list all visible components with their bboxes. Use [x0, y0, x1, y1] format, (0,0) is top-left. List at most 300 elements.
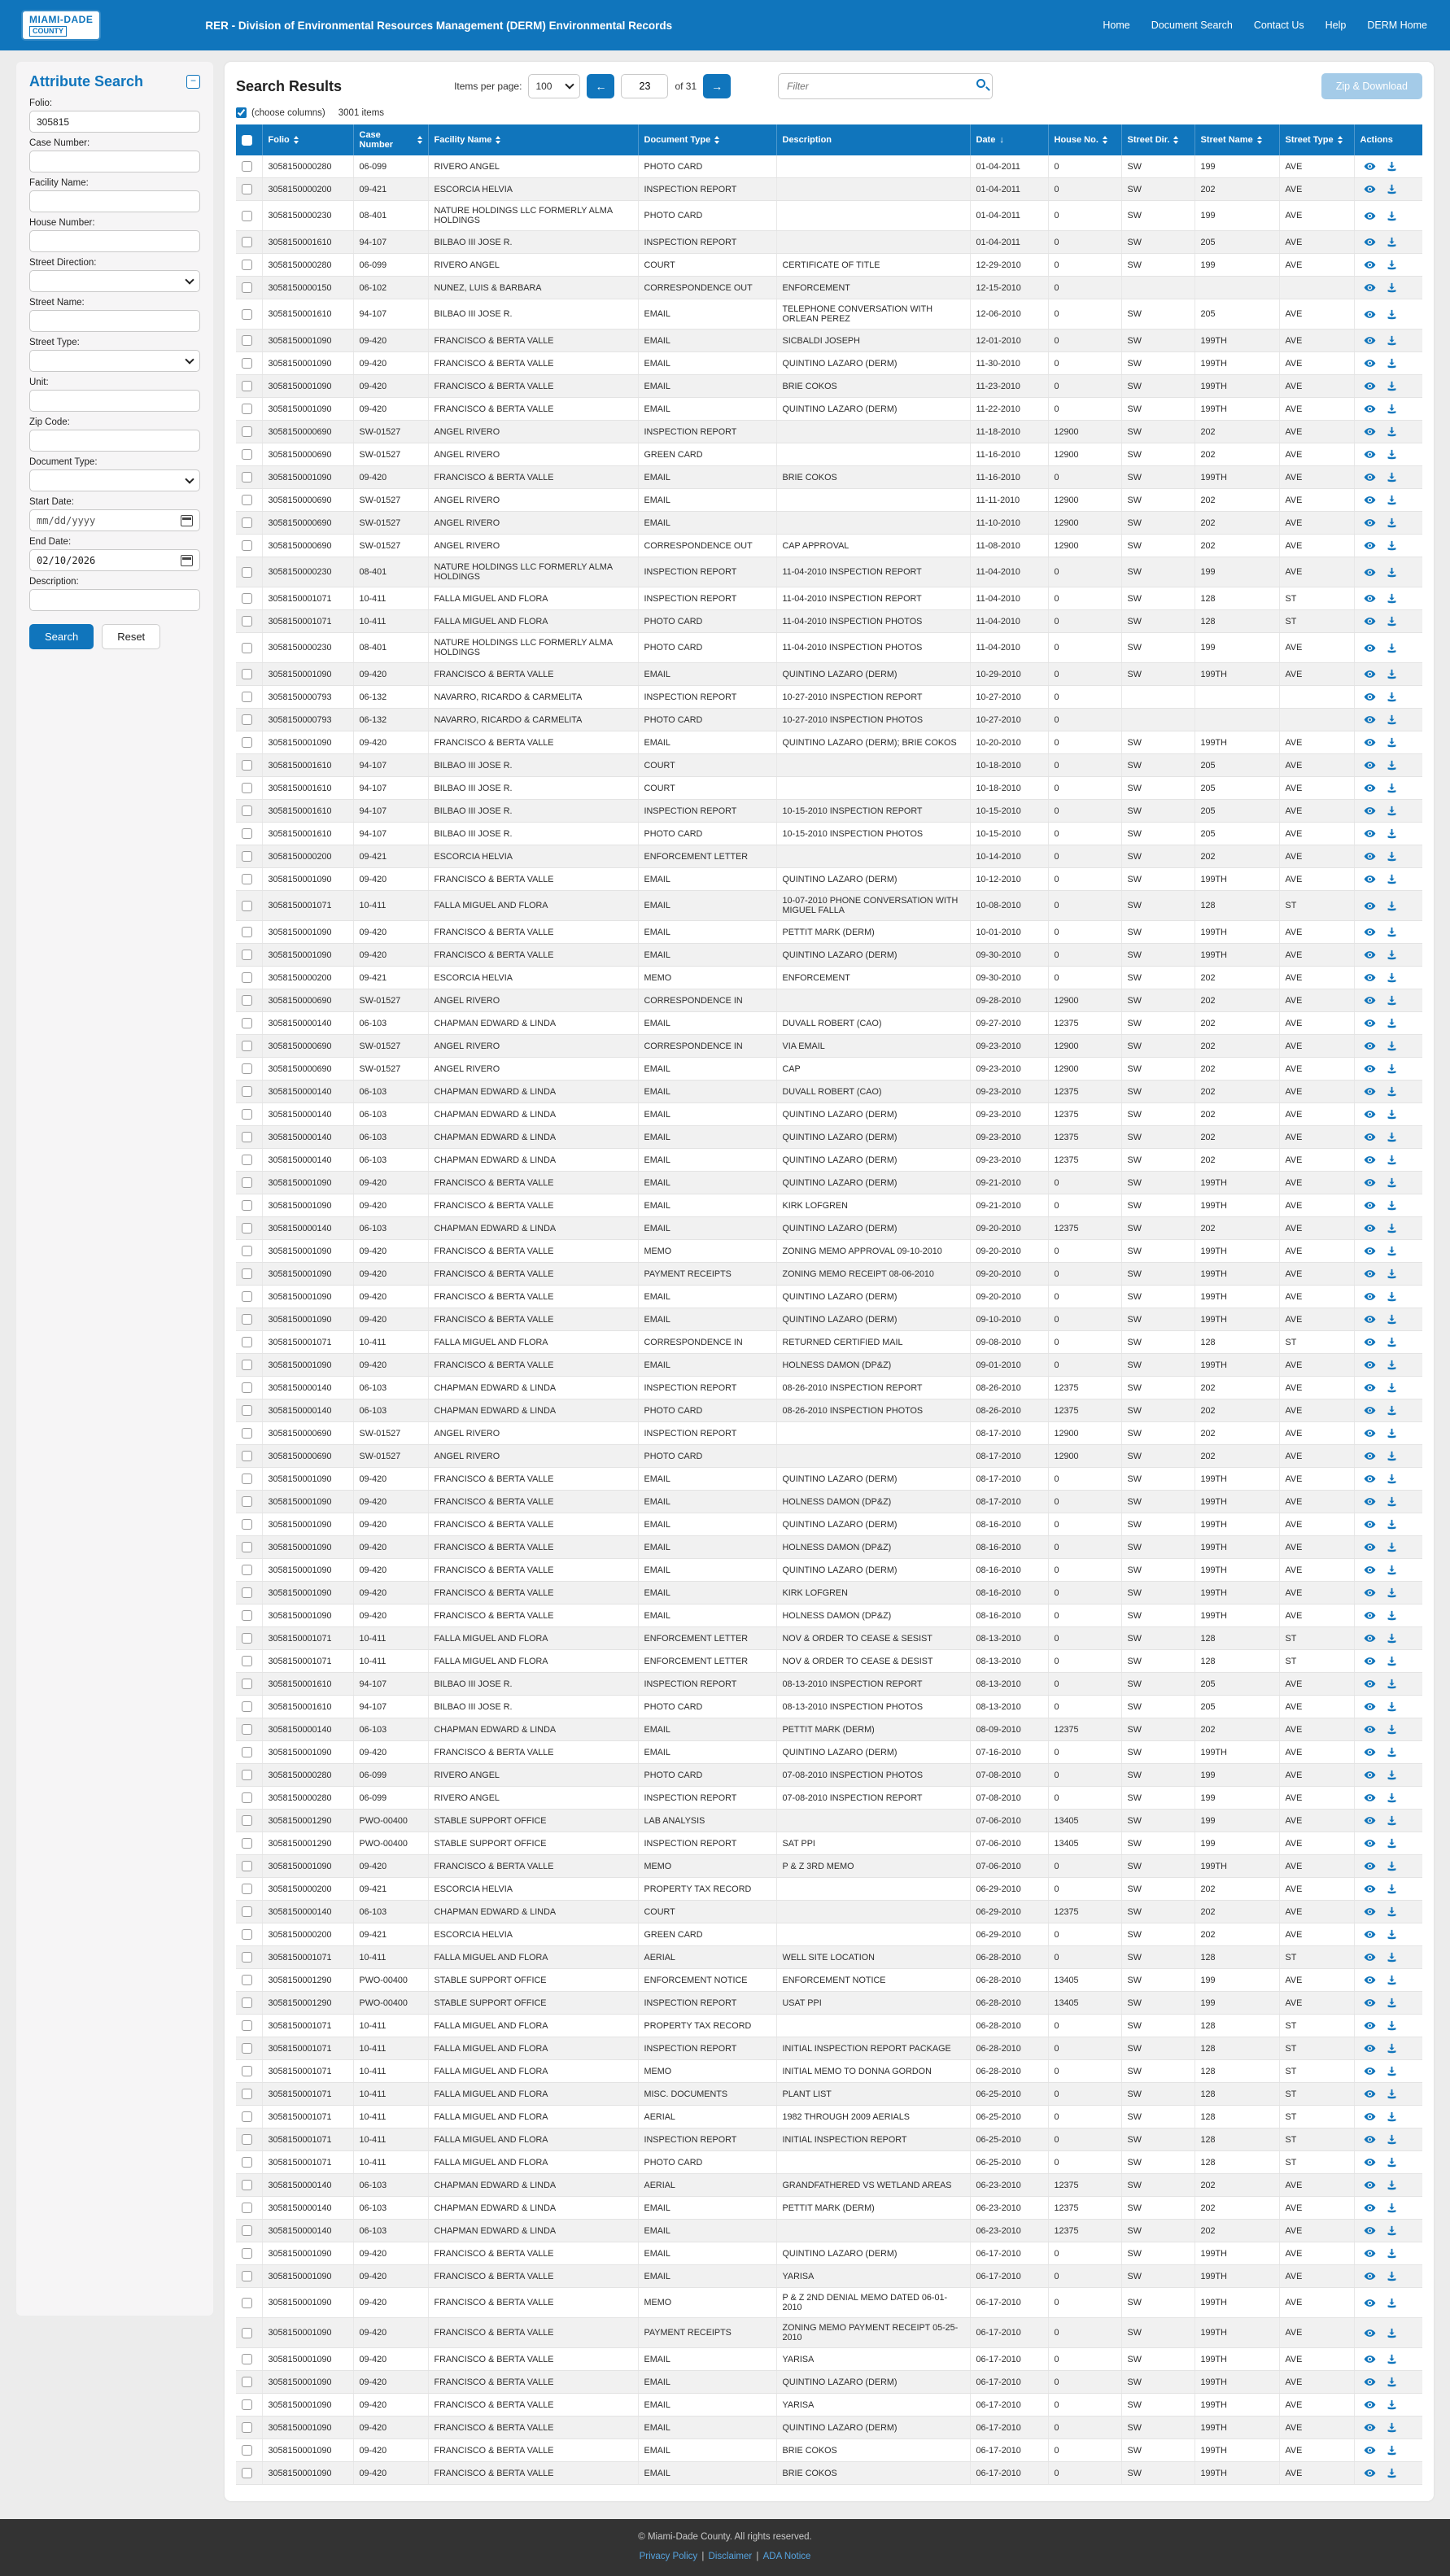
view-document-button[interactable]	[1364, 668, 1376, 680]
download-document-button[interactable]	[1386, 805, 1398, 817]
row-checkbox[interactable]	[242, 1246, 252, 1256]
street-name-input[interactable]	[29, 310, 200, 332]
view-document-button[interactable]	[1364, 1860, 1376, 1872]
download-document-button[interactable]	[1386, 2156, 1398, 2168]
collapse-panel-icon[interactable]: −	[186, 75, 200, 89]
row-checkbox[interactable]	[242, 1792, 252, 1803]
view-document-button[interactable]	[1364, 2088, 1376, 2100]
download-document-button[interactable]	[1386, 1906, 1398, 1918]
street-type-select[interactable]	[29, 350, 200, 372]
row-checkbox[interactable]	[242, 927, 252, 937]
row-checkbox[interactable]	[242, 1610, 252, 1621]
view-document-button[interactable]	[1364, 691, 1376, 703]
row-checkbox[interactable]	[242, 692, 252, 702]
row-checkbox[interactable]	[242, 995, 252, 1006]
download-document-button[interactable]	[1386, 1085, 1398, 1098]
view-document-button[interactable]	[1364, 827, 1376, 840]
download-document-button[interactable]	[1386, 1336, 1398, 1348]
view-document-button[interactable]	[1364, 900, 1376, 912]
view-document-button[interactable]	[1364, 2111, 1376, 2123]
view-document-button[interactable]	[1364, 1837, 1376, 1849]
row-checkbox[interactable]	[242, 1542, 252, 1552]
row-checkbox[interactable]	[242, 1200, 252, 1211]
privacy-policy-link[interactable]: Privacy Policy	[639, 2552, 698, 2561]
row-checkbox[interactable]	[242, 1018, 252, 1028]
nav-document-search[interactable]: Document Search	[1151, 20, 1233, 31]
view-document-button[interactable]	[1364, 873, 1376, 885]
row-checkbox[interactable]	[242, 901, 252, 911]
view-document-button[interactable]	[1364, 2042, 1376, 2054]
zip-download-button[interactable]: Zip & Download	[1321, 73, 1422, 99]
row-checkbox[interactable]	[242, 1565, 252, 1575]
download-document-button[interactable]	[1386, 160, 1398, 172]
download-document-button[interactable]	[1386, 1131, 1398, 1143]
view-document-button[interactable]	[1364, 380, 1376, 392]
row-checkbox[interactable]	[242, 335, 252, 346]
row-checkbox[interactable]	[242, 1177, 252, 1188]
view-document-button[interactable]	[1364, 850, 1376, 862]
row-checkbox[interactable]	[242, 950, 252, 960]
view-document-button[interactable]	[1364, 1974, 1376, 1986]
download-document-button[interactable]	[1386, 850, 1398, 862]
view-document-button[interactable]	[1364, 517, 1376, 529]
view-document-button[interactable]	[1364, 2327, 1376, 2339]
row-checkbox[interactable]	[242, 1815, 252, 1826]
view-document-button[interactable]	[1364, 592, 1376, 605]
row-checkbox[interactable]	[242, 2111, 252, 2122]
view-document-button[interactable]	[1364, 1723, 1376, 1736]
row-checkbox[interactable]	[242, 495, 252, 505]
row-checkbox[interactable]	[242, 783, 252, 793]
row-checkbox[interactable]	[242, 1382, 252, 1393]
view-document-button[interactable]	[1364, 448, 1376, 461]
view-document-button[interactable]	[1364, 1017, 1376, 1029]
row-checkbox[interactable]	[242, 381, 252, 391]
download-document-button[interactable]	[1386, 668, 1398, 680]
download-document-button[interactable]	[1386, 1860, 1398, 1872]
sort-icon[interactable]	[1173, 136, 1178, 144]
row-checkbox[interactable]	[242, 2422, 252, 2433]
row-checkbox[interactable]	[242, 1109, 252, 1120]
download-document-button[interactable]	[1386, 691, 1398, 703]
house-number-input[interactable]	[29, 230, 200, 252]
zip-code-input[interactable]	[29, 430, 200, 452]
view-document-button[interactable]	[1364, 1336, 1376, 1348]
view-document-button[interactable]	[1364, 1131, 1376, 1143]
view-document-button[interactable]	[1364, 1063, 1376, 1075]
view-document-button[interactable]	[1364, 1473, 1376, 1485]
row-checkbox[interactable]	[242, 1041, 252, 1051]
download-document-button[interactable]	[1386, 1108, 1398, 1120]
download-document-button[interactable]	[1386, 2327, 1398, 2339]
view-document-button[interactable]	[1364, 2399, 1376, 2411]
view-document-button[interactable]	[1364, 403, 1376, 415]
download-document-button[interactable]	[1386, 2297, 1398, 2309]
row-checkbox[interactable]	[242, 211, 252, 221]
document-type-select[interactable]	[29, 469, 200, 491]
download-document-button[interactable]	[1386, 1450, 1398, 1462]
sort-desc-icon[interactable]: ↓	[999, 135, 1004, 145]
view-document-button[interactable]	[1364, 1632, 1376, 1644]
row-checkbox[interactable]	[242, 404, 252, 414]
view-document-button[interactable]	[1364, 1245, 1376, 1257]
row-checkbox[interactable]	[242, 1519, 252, 1530]
download-document-button[interactable]	[1386, 1359, 1398, 1371]
download-document-button[interactable]	[1386, 1290, 1398, 1303]
sort-icon[interactable]	[1103, 136, 1107, 144]
next-page-button[interactable]: →	[703, 74, 731, 98]
download-document-button[interactable]	[1386, 1746, 1398, 1758]
disclaimer-link[interactable]: Disclaimer	[708, 2552, 753, 2561]
row-checkbox[interactable]	[242, 1428, 252, 1439]
download-document-button[interactable]	[1386, 334, 1398, 347]
row-checkbox[interactable]	[242, 2089, 252, 2099]
row-checkbox[interactable]	[242, 851, 252, 862]
row-checkbox[interactable]	[242, 806, 252, 816]
download-document-button[interactable]	[1386, 517, 1398, 529]
row-checkbox[interactable]	[242, 2225, 252, 2236]
download-document-button[interactable]	[1386, 448, 1398, 461]
search-button[interactable]: Search	[29, 624, 94, 649]
sort-icon[interactable]	[714, 136, 719, 144]
row-checkbox[interactable]	[242, 2134, 252, 2145]
view-document-button[interactable]	[1364, 615, 1376, 627]
row-checkbox[interactable]	[242, 2157, 252, 2168]
row-checkbox[interactable]	[242, 1838, 252, 1849]
download-document-button[interactable]	[1386, 2444, 1398, 2456]
row-checkbox[interactable]	[242, 1223, 252, 1233]
case-number-input[interactable]	[29, 151, 200, 172]
view-document-button[interactable]	[1364, 1222, 1376, 1234]
download-document-button[interactable]	[1386, 1245, 1398, 1257]
row-checkbox[interactable]	[242, 2445, 252, 2456]
download-document-button[interactable]	[1386, 873, 1398, 885]
row-checkbox[interactable]	[242, 1861, 252, 1871]
row-checkbox[interactable]	[242, 593, 252, 604]
download-document-button[interactable]	[1386, 1518, 1398, 1530]
download-document-button[interactable]	[1386, 259, 1398, 271]
download-document-button[interactable]	[1386, 236, 1398, 248]
nav-derm-home[interactable]: DERM Home	[1367, 20, 1427, 31]
view-document-button[interactable]	[1364, 1199, 1376, 1212]
row-checkbox[interactable]	[242, 540, 252, 551]
row-checkbox[interactable]	[242, 1451, 252, 1461]
view-document-button[interactable]	[1364, 2467, 1376, 2479]
row-checkbox[interactable]	[242, 737, 252, 748]
download-document-button[interactable]	[1386, 1883, 1398, 1895]
download-document-button[interactable]	[1386, 471, 1398, 483]
view-document-button[interactable]	[1364, 2179, 1376, 2191]
view-document-button[interactable]	[1364, 2065, 1376, 2077]
row-checkbox[interactable]	[242, 1337, 252, 1347]
view-document-button[interactable]	[1364, 236, 1376, 248]
view-document-button[interactable]	[1364, 2421, 1376, 2434]
view-document-button[interactable]	[1364, 1268, 1376, 1280]
download-document-button[interactable]	[1386, 1928, 1398, 1941]
row-checkbox[interactable]	[242, 2043, 252, 2054]
row-checkbox[interactable]	[242, 2020, 252, 2031]
download-document-button[interactable]	[1386, 1495, 1398, 1508]
row-checkbox[interactable]	[242, 426, 252, 437]
row-checkbox[interactable]	[242, 449, 252, 460]
nav-help[interactable]: Help	[1325, 20, 1347, 31]
view-document-button[interactable]	[1364, 1541, 1376, 1553]
view-document-button[interactable]	[1364, 759, 1376, 771]
view-document-button[interactable]	[1364, 1655, 1376, 1667]
row-checkbox[interactable]	[242, 1360, 252, 1370]
row-checkbox[interactable]	[242, 616, 252, 627]
view-document-button[interactable]	[1364, 1085, 1376, 1098]
view-document-button[interactable]	[1364, 1518, 1376, 1530]
row-checkbox[interactable]	[242, 2354, 252, 2364]
view-document-button[interactable]	[1364, 1746, 1376, 1758]
row-checkbox[interactable]	[242, 2066, 252, 2076]
view-document-button[interactable]	[1364, 566, 1376, 579]
previous-page-button[interactable]: ←	[587, 74, 614, 98]
download-document-button[interactable]	[1386, 2202, 1398, 2214]
download-document-button[interactable]	[1386, 1154, 1398, 1166]
download-document-button[interactable]	[1386, 615, 1398, 627]
row-checkbox[interactable]	[242, 1633, 252, 1644]
download-document-button[interactable]	[1386, 357, 1398, 369]
download-document-button[interactable]	[1386, 1587, 1398, 1599]
download-document-button[interactable]	[1386, 1427, 1398, 1439]
description-input[interactable]	[29, 589, 200, 611]
row-checkbox[interactable]	[242, 2271, 252, 2281]
row-checkbox[interactable]	[242, 1701, 252, 1712]
download-document-button[interactable]	[1386, 2088, 1398, 2100]
download-document-button[interactable]	[1386, 1655, 1398, 1667]
row-checkbox[interactable]	[242, 2203, 252, 2213]
download-document-button[interactable]	[1386, 1404, 1398, 1417]
view-document-button[interactable]	[1364, 1564, 1376, 1576]
view-document-button[interactable]	[1364, 160, 1376, 172]
view-document-button[interactable]	[1364, 736, 1376, 749]
row-checkbox[interactable]	[242, 309, 252, 320]
view-document-button[interactable]	[1364, 926, 1376, 938]
view-document-button[interactable]	[1364, 210, 1376, 222]
download-document-button[interactable]	[1386, 2270, 1398, 2282]
row-checkbox[interactable]	[242, 1906, 252, 1917]
download-document-button[interactable]	[1386, 403, 1398, 415]
row-checkbox[interactable]	[242, 1086, 252, 1097]
row-checkbox[interactable]	[242, 643, 252, 653]
download-document-button[interactable]	[1386, 1473, 1398, 1485]
download-document-button[interactable]	[1386, 210, 1398, 222]
row-checkbox[interactable]	[242, 2180, 252, 2190]
download-document-button[interactable]	[1386, 736, 1398, 749]
row-checkbox[interactable]	[242, 1770, 252, 1780]
view-document-button[interactable]	[1364, 539, 1376, 552]
download-document-button[interactable]	[1386, 1951, 1398, 1963]
download-document-button[interactable]	[1386, 1222, 1398, 1234]
calendar-icon[interactable]	[181, 515, 193, 526]
row-checkbox[interactable]	[242, 1132, 252, 1142]
row-checkbox[interactable]	[242, 1952, 252, 1963]
view-document-button[interactable]	[1364, 1587, 1376, 1599]
sort-icon[interactable]	[1338, 136, 1343, 144]
download-document-button[interactable]	[1386, 380, 1398, 392]
view-document-button[interactable]	[1364, 1678, 1376, 1690]
sort-icon[interactable]	[496, 136, 500, 144]
view-document-button[interactable]	[1364, 1814, 1376, 1827]
download-document-button[interactable]	[1386, 426, 1398, 438]
folio-input[interactable]	[29, 111, 200, 133]
view-document-button[interactable]	[1364, 1154, 1376, 1166]
page-number-input[interactable]	[621, 74, 668, 98]
row-checkbox[interactable]	[242, 1474, 252, 1484]
download-document-button[interactable]	[1386, 1268, 1398, 1280]
view-document-button[interactable]	[1364, 1427, 1376, 1439]
download-document-button[interactable]	[1386, 1837, 1398, 1849]
download-document-button[interactable]	[1386, 2133, 1398, 2146]
view-document-button[interactable]	[1364, 1769, 1376, 1781]
view-document-button[interactable]	[1364, 282, 1376, 294]
end-date-input[interactable]	[29, 549, 200, 571]
view-document-button[interactable]	[1364, 426, 1376, 438]
download-document-button[interactable]	[1386, 1792, 1398, 1804]
view-document-button[interactable]	[1364, 2444, 1376, 2456]
row-checkbox[interactable]	[242, 1975, 252, 1985]
row-checkbox[interactable]	[242, 517, 252, 528]
download-document-button[interactable]	[1386, 971, 1398, 984]
download-document-button[interactable]	[1386, 2247, 1398, 2259]
view-document-button[interactable]	[1364, 1951, 1376, 1963]
download-document-button[interactable]	[1386, 1701, 1398, 1713]
view-document-button[interactable]	[1364, 1313, 1376, 1325]
download-document-button[interactable]	[1386, 2042, 1398, 2054]
choose-columns-checkbox[interactable]	[236, 107, 247, 118]
row-checkbox[interactable]	[242, 161, 252, 172]
row-checkbox[interactable]	[242, 1724, 252, 1735]
view-document-button[interactable]	[1364, 2376, 1376, 2388]
calendar-icon[interactable]	[181, 555, 193, 566]
row-checkbox[interactable]	[242, 1884, 252, 1894]
row-checkbox[interactable]	[242, 1268, 252, 1279]
row-checkbox[interactable]	[242, 282, 252, 293]
view-document-button[interactable]	[1364, 1701, 1376, 1713]
ada-notice-link[interactable]: ADA Notice	[762, 2552, 811, 2561]
row-checkbox[interactable]	[242, 1496, 252, 1507]
view-document-button[interactable]	[1364, 2133, 1376, 2146]
row-checkbox[interactable]	[242, 358, 252, 369]
download-document-button[interactable]	[1386, 1974, 1398, 1986]
view-document-button[interactable]	[1364, 1609, 1376, 1622]
street-direction-select[interactable]	[29, 270, 200, 292]
download-document-button[interactable]	[1386, 1541, 1398, 1553]
row-checkbox[interactable]	[242, 2399, 252, 2410]
download-document-button[interactable]	[1386, 2376, 1398, 2388]
row-checkbox[interactable]	[242, 2248, 252, 2259]
download-document-button[interactable]	[1386, 1199, 1398, 1212]
filter-input[interactable]	[778, 73, 993, 99]
download-document-button[interactable]	[1386, 592, 1398, 605]
items-per-page-select[interactable]	[528, 74, 580, 98]
row-checkbox[interactable]	[242, 760, 252, 771]
row-checkbox[interactable]	[242, 2377, 252, 2387]
row-checkbox[interactable]	[242, 1656, 252, 1666]
view-document-button[interactable]	[1364, 1040, 1376, 1052]
download-document-button[interactable]	[1386, 2019, 1398, 2032]
view-document-button[interactable]	[1364, 334, 1376, 347]
row-checkbox[interactable]	[242, 2298, 252, 2308]
row-checkbox[interactable]	[242, 184, 252, 194]
facility-name-input[interactable]	[29, 190, 200, 212]
row-checkbox[interactable]	[242, 1155, 252, 1165]
row-checkbox[interactable]	[242, 1679, 252, 1689]
download-document-button[interactable]	[1386, 1382, 1398, 1394]
download-document-button[interactable]	[1386, 539, 1398, 552]
view-document-button[interactable]	[1364, 1792, 1376, 1804]
view-document-button[interactable]	[1364, 1404, 1376, 1417]
view-document-button[interactable]	[1364, 2225, 1376, 2237]
view-document-button[interactable]	[1364, 2019, 1376, 2032]
nav-home[interactable]: Home	[1103, 20, 1130, 31]
row-checkbox[interactable]	[242, 2328, 252, 2338]
download-document-button[interactable]	[1386, 282, 1398, 294]
view-document-button[interactable]	[1364, 1108, 1376, 1120]
download-document-button[interactable]	[1386, 1313, 1398, 1325]
view-document-button[interactable]	[1364, 971, 1376, 984]
download-document-button[interactable]	[1386, 714, 1398, 726]
download-document-button[interactable]	[1386, 827, 1398, 840]
start-date-input[interactable]	[29, 509, 200, 531]
view-document-button[interactable]	[1364, 2202, 1376, 2214]
download-document-button[interactable]	[1386, 1609, 1398, 1622]
view-document-button[interactable]	[1364, 357, 1376, 369]
view-document-button[interactable]	[1364, 2270, 1376, 2282]
download-document-button[interactable]	[1386, 1063, 1398, 1075]
row-checkbox[interactable]	[242, 714, 252, 725]
row-checkbox[interactable]	[242, 1291, 252, 1302]
download-document-button[interactable]	[1386, 2179, 1398, 2191]
row-checkbox[interactable]	[242, 669, 252, 679]
row-checkbox[interactable]	[242, 874, 252, 884]
download-document-button[interactable]	[1386, 1997, 1398, 2009]
download-document-button[interactable]	[1386, 2399, 1398, 2411]
nav-contact-us[interactable]: Contact Us	[1253, 20, 1304, 31]
download-document-button[interactable]	[1386, 1632, 1398, 1644]
download-document-button[interactable]	[1386, 782, 1398, 794]
view-document-button[interactable]	[1364, 1928, 1376, 1941]
row-checkbox[interactable]	[242, 828, 252, 839]
row-checkbox[interactable]	[242, 237, 252, 247]
download-document-button[interactable]	[1386, 2065, 1398, 2077]
download-document-button[interactable]	[1386, 642, 1398, 654]
download-document-button[interactable]	[1386, 1040, 1398, 1052]
row-checkbox[interactable]	[242, 1997, 252, 2008]
view-document-button[interactable]	[1364, 994, 1376, 1006]
view-document-button[interactable]	[1364, 1450, 1376, 1462]
download-document-button[interactable]	[1386, 2421, 1398, 2434]
download-document-button[interactable]	[1386, 1814, 1398, 1827]
view-document-button[interactable]	[1364, 471, 1376, 483]
row-checkbox[interactable]	[242, 1405, 252, 1416]
download-document-button[interactable]	[1386, 1723, 1398, 1736]
row-checkbox[interactable]	[242, 567, 252, 578]
download-document-button[interactable]	[1386, 1564, 1398, 1576]
reset-button[interactable]: Reset	[102, 624, 160, 649]
download-document-button[interactable]	[1386, 308, 1398, 321]
select-all-checkbox[interactable]	[242, 135, 252, 146]
view-document-button[interactable]	[1364, 642, 1376, 654]
view-document-button[interactable]	[1364, 1177, 1376, 1189]
download-document-button[interactable]	[1386, 900, 1398, 912]
row-checkbox[interactable]	[242, 472, 252, 482]
view-document-button[interactable]	[1364, 259, 1376, 271]
view-document-button[interactable]	[1364, 2353, 1376, 2365]
row-checkbox[interactable]	[242, 1063, 252, 1074]
